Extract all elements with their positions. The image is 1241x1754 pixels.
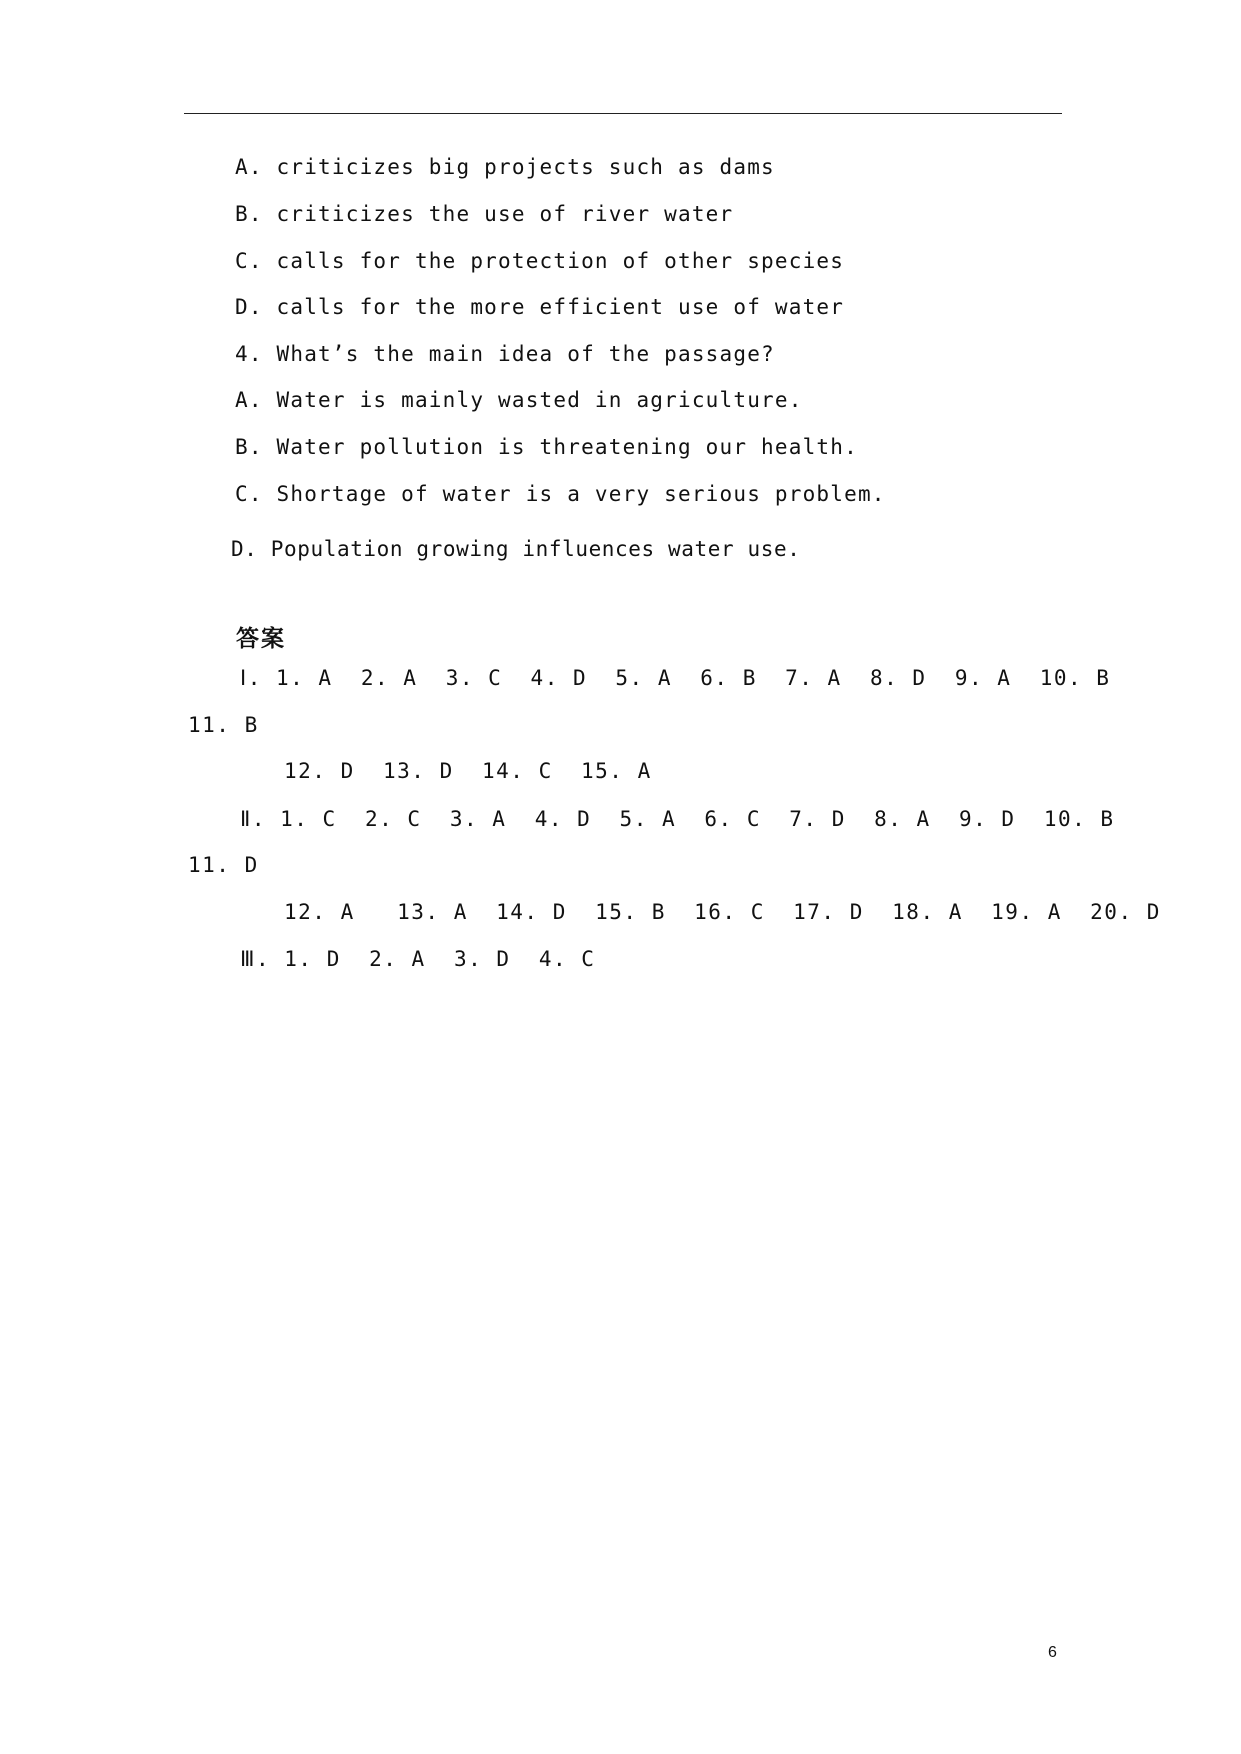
answers-section-1-line3: 12. D 13. D 14. C 15. A: [284, 759, 652, 783]
answers-section-2-line1: Ⅱ. 1. C 2. C 3. A 4. D 5. A 6. C 7. D 8. A 9. D 10. B: [240, 807, 1115, 831]
option-4c: C. Shortage of water is a very serious problem.: [235, 482, 886, 506]
page-number: 6: [1048, 1644, 1057, 1661]
answers-section-2-line2: 11. D: [188, 853, 259, 877]
answers-section-1-line2: 11. B: [188, 713, 259, 737]
answers-section-3-line1: Ⅲ. 1. D 2. A 3. D 4. C: [240, 947, 596, 971]
header-rule: [184, 113, 1062, 114]
question-4-stem: 4. What’s the main idea of the passage?: [235, 342, 775, 366]
answers-section-1-line1: Ⅰ. 1. A 2. A 3. C 4. D 5. A 6. B 7. A 8. D 9. A 10. B: [240, 666, 1111, 690]
answers-heading: 答案: [236, 626, 286, 652]
option-3b: B. criticizes the use of river water: [235, 202, 734, 226]
option-3a: A. criticizes big projects such as dams: [235, 155, 775, 179]
option-4a: A. Water is mainly wasted in agriculture.: [235, 388, 803, 412]
option-3d: D. calls for the more efficient use of water: [235, 295, 845, 319]
option-3c: C. calls for the protection of other species: [235, 249, 845, 273]
option-4d: D. Population growing influences water use.: [231, 537, 801, 561]
option-4b: B. Water pollution is threatening our health.: [235, 435, 858, 459]
answers-section-2-line3: 12. A 13. A 14. D 15. B 16. C 17. D 18. A 19. A 20. D: [284, 900, 1161, 924]
